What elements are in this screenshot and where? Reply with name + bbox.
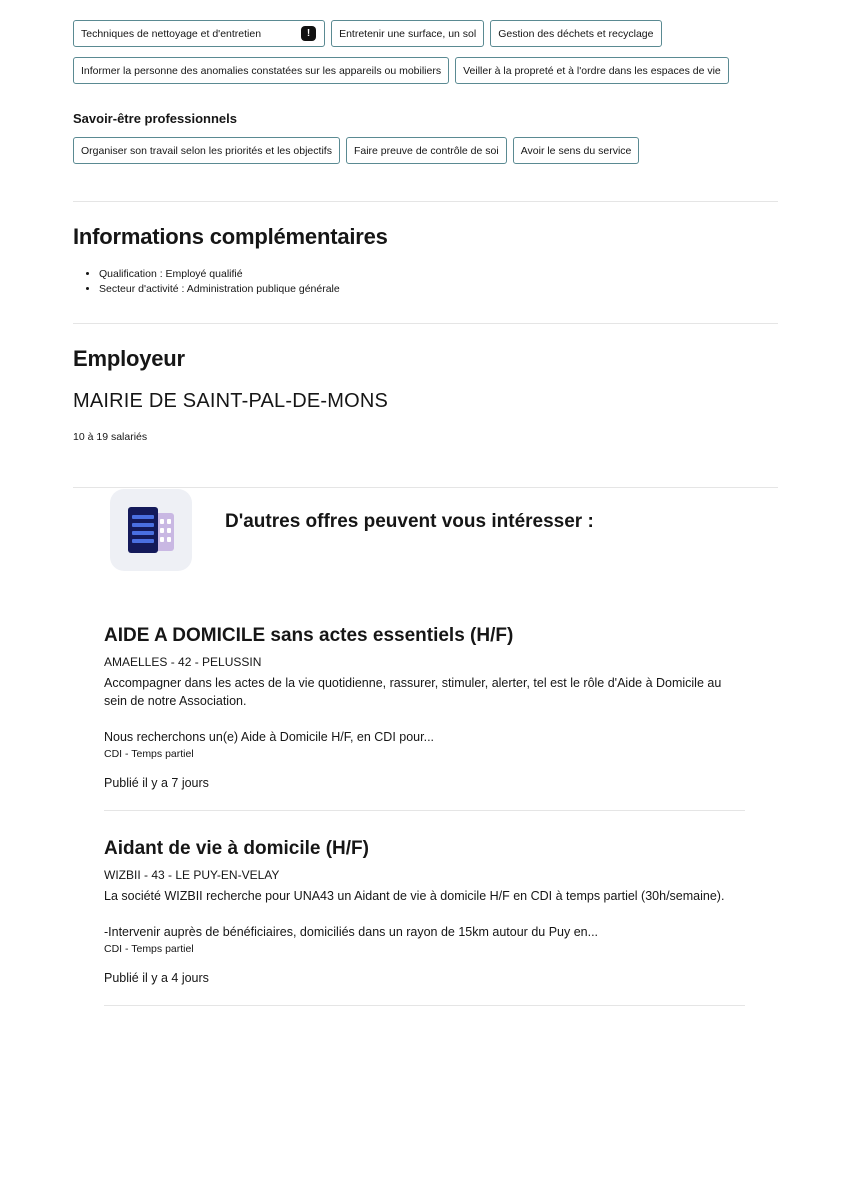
offer-title[interactable]: Aidant de vie à domicile (H/F): [104, 838, 369, 859]
offer-card[interactable]: [104, 624, 745, 811]
skill-chip-cleaning-techniques[interactable]: Techniques de nettoyage et d'entretien !: [73, 20, 325, 47]
offer-company: AMAELLES - 42 - PELUSSIN: [104, 655, 262, 669]
other-offers-title: D'autres offres peuvent vous intéresser :: [225, 511, 594, 532]
soft-skills-section: [73, 111, 778, 164]
skills-row-2: [73, 57, 778, 84]
employer-title: Employeur: [73, 346, 185, 371]
soft-skill-chip-service-sense[interactable]: Avoir le sens du service: [513, 137, 640, 164]
additional-info-list: [73, 267, 778, 297]
skill-chip-floor-maintenance[interactable]: Entretenir une surface, un sol: [331, 20, 484, 47]
skills-row-1: [73, 20, 778, 47]
offer-published-date: Publié il y a 4 jours: [104, 971, 209, 985]
skill-chip-report-anomalies[interactable]: Informer la personne des anomalies constatées sur les appareils ou mobiliers: [73, 57, 449, 84]
offer-published-date: Publié il y a 7 jours: [104, 776, 209, 790]
skills-section: [73, 20, 778, 84]
divider: [73, 201, 778, 202]
offer-description: Accompagner dans les actes de la vie quotidienne, rassurer, stimuler, alerter, tel est le rôle d'Aide à Domicile au sein de notre Association. Nous recherchons un(e) Aide à Domicile H/F, en CDI pour...: [104, 676, 722, 744]
skill-chip-cleanliness-order[interactable]: Veiller à la propreté et à l'ordre dans les espaces de vie: [455, 57, 729, 84]
soft-skills-title: Savoir-être professionnels: [73, 111, 237, 126]
offer-contract: CDI - Temps partiel: [104, 748, 194, 760]
offer-title[interactable]: AIDE A DOMICILE sans actes essentiels (H/F): [104, 625, 514, 646]
employer-section: [73, 346, 778, 443]
divider: [73, 323, 778, 324]
soft-skill-chip-self-control[interactable]: Faire preuve de contrôle de soi: [346, 137, 507, 164]
divider: [104, 810, 745, 811]
employer-size: 10 à 19 salariés: [73, 431, 148, 443]
divider: [104, 1005, 745, 1006]
building-icon-tile: [110, 489, 192, 571]
offer-contract: CDI - Temps partiel: [104, 943, 194, 955]
skill-chip-waste-management[interactable]: Gestion des déchets et recyclage: [490, 20, 661, 47]
list-item: • Secteur d'activité : Administration publique générale: [99, 282, 778, 297]
building-icon: [124, 503, 178, 557]
divider: [73, 487, 778, 488]
offer-card[interactable]: [104, 837, 745, 1006]
offer-description: La société WIZBII recherche pour UNA43 un Aidant de vie à domicile H/F en CDI à temps partiel (30h/semaine). -Intervenir auprès de bénéficiaires, domiciliés dans un rayon de 15km autour du Puy en...: [104, 889, 725, 939]
soft-skill-chip-organise-work[interactable]: Organiser son travail selon les priorités et les objectifs: [73, 137, 340, 164]
soft-skills-chips: [73, 137, 778, 164]
list-item: • Qualification : Employé qualifié: [99, 267, 778, 282]
offer-company: WIZBII - 43 - LE PUY-EN-VELAY: [104, 868, 280, 882]
employer-name: MAIRIE DE SAINT-PAL-DE-MONS: [73, 390, 389, 412]
warning-icon: !: [301, 26, 316, 41]
additional-info-title: Informations complémentaires: [73, 224, 388, 249]
additional-info-section: [73, 224, 778, 297]
